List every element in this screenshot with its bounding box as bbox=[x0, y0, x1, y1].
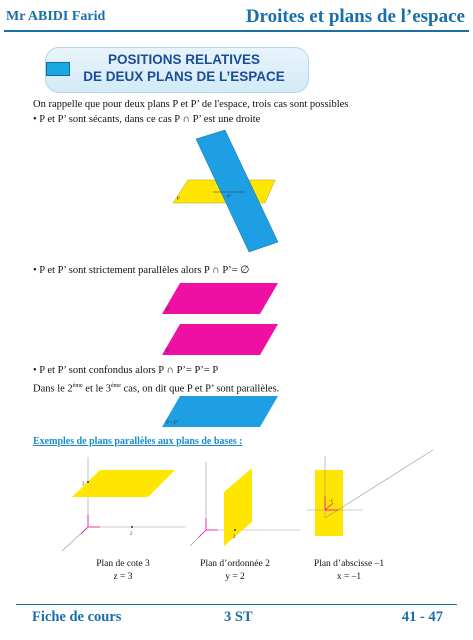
parallel-planes-figure bbox=[160, 280, 285, 360]
case3-text: • P et P’ sont confondus alors P ∩ P’= P’= P bbox=[33, 365, 219, 376]
intro-text: On rappelle que pour deux plans P et P’ de l'espace, trois cas sont possibles bbox=[33, 99, 349, 110]
fig2-label-bottom: P bbox=[166, 349, 169, 354]
example-plane-x-1 bbox=[303, 448, 438, 538]
footer-divider bbox=[16, 604, 457, 605]
header-divider bbox=[4, 30, 469, 32]
fig2-label-top: P’ bbox=[166, 308, 171, 313]
example2-caption-line2: y = 2 bbox=[225, 572, 245, 582]
examples-title: Exemples de plans parallèles aux plans de bases : bbox=[33, 436, 243, 447]
footer-page-number: 41 - 47 bbox=[401, 609, 443, 625]
case1-text: • P et P’ sont sécants, dans ce cas P ∩ P’ est une droite bbox=[33, 114, 261, 125]
example-plane-z3 bbox=[60, 455, 190, 555]
ex1-tick2: 2 bbox=[130, 532, 133, 537]
example2-caption-line1: Plan d’ordonnée 2 bbox=[200, 559, 270, 569]
section-title-line1: POSITIONS RELATIVES bbox=[107, 52, 261, 67]
conclusion-e: cas, on dit que P et P’ sont parallèles. bbox=[120, 383, 280, 395]
plane-coincident bbox=[162, 396, 278, 427]
footer-center: 3 ST bbox=[224, 609, 253, 625]
secant-planes-figure bbox=[165, 130, 285, 260]
fig1-label-pp: P’ bbox=[227, 195, 232, 200]
example2-caption bbox=[180, 558, 290, 584]
conclusion-c: et le 3 bbox=[82, 383, 111, 395]
plane-z3 bbox=[72, 470, 175, 497]
header-title: Droites et plans de l’espace bbox=[245, 6, 465, 27]
section-title-line2: DE DEUX PLANS DE L’ESPACE bbox=[83, 69, 285, 84]
example1-caption-line1: Plan de cote 3 bbox=[96, 559, 150, 569]
conclusion-sup1: ème bbox=[72, 383, 83, 389]
example3-caption-line2: x = –1 bbox=[336, 572, 362, 582]
section-title bbox=[66, 51, 302, 85]
fig3-label: P = P’ bbox=[166, 421, 179, 426]
plane-top bbox=[162, 283, 278, 314]
conclusion-sup2: ème bbox=[110, 383, 121, 389]
example3-caption bbox=[294, 558, 404, 584]
ex2-tick: 2 bbox=[233, 535, 236, 540]
case2-text: • P et P’ sont strictement parallèles alors P ∩ P’= ∅ bbox=[33, 265, 250, 276]
plane-y2 bbox=[224, 468, 252, 546]
footer-left: Fiche de cours bbox=[32, 609, 122, 625]
plane-bottom bbox=[162, 324, 278, 355]
example-plane-y2 bbox=[188, 460, 303, 555]
fig1-label-p: P bbox=[177, 197, 180, 202]
ex1-tick: 3 bbox=[82, 482, 85, 487]
conclusion-a: Dans le 2 bbox=[33, 383, 73, 395]
ex3-tick: -1 bbox=[329, 499, 334, 504]
coincident-planes-figure bbox=[160, 393, 285, 429]
example1-caption bbox=[68, 558, 178, 584]
example3-caption-line1: Plan d’abscisse –1 bbox=[313, 559, 385, 569]
example1-caption-line2: z = 3 bbox=[113, 572, 133, 582]
header-author: Mr ABIDI Farid bbox=[6, 9, 106, 24]
